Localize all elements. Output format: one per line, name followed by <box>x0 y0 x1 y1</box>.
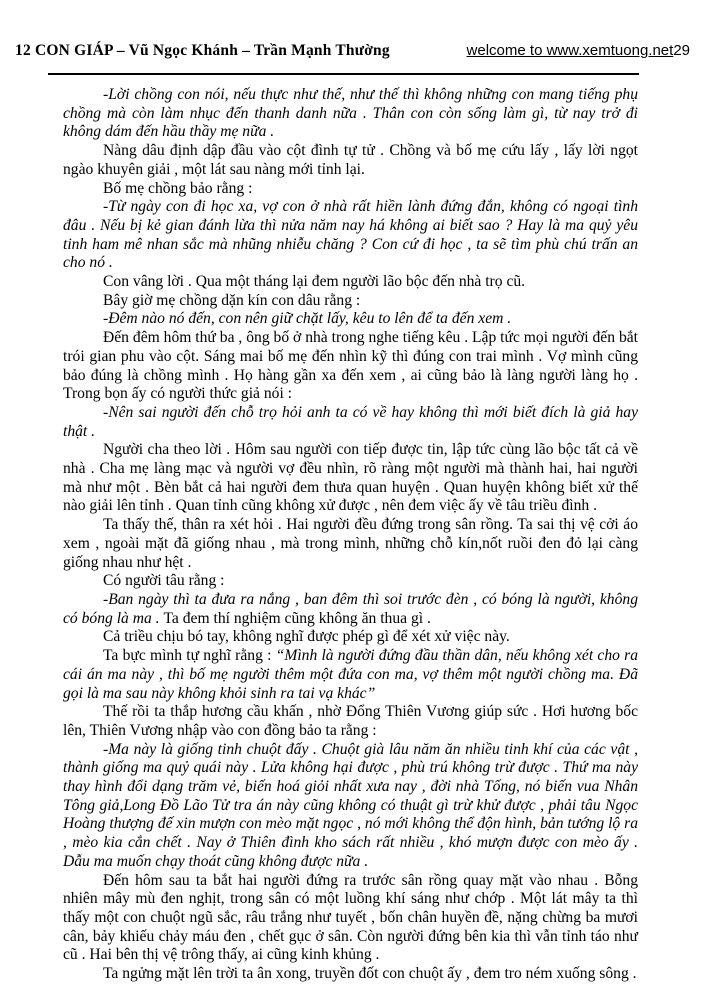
paragraph-text: Bố mẹ chồng bảo rằng : <box>103 179 253 197</box>
paragraph-text: Thế rồi ta thắp hương cầu khấn , nhờ Đổng Thiên Vương giúp sức . Hơi hương bốc lên, Thiên Vương nhập vào con đồng bảo ta rằng : <box>63 703 638 739</box>
paragraph <box>63 404 638 441</box>
paragraph <box>63 292 638 311</box>
paragraph <box>63 198 638 273</box>
header-right <box>467 42 690 59</box>
paragraph-text: Ta ngửng mặt lên trời ta ân xong, truyền đốt con chuột ấy , đem tro ném xuống sông . <box>103 965 637 983</box>
paragraph <box>63 741 638 872</box>
paragraph <box>63 441 638 516</box>
paragraph-text: Ta đem thí nghiệm cũng không ăn thua gì . <box>163 609 431 627</box>
paragraph <box>63 142 638 179</box>
paragraph <box>63 591 638 628</box>
paragraph-text: -Đêm nào nó đến, con nên giữ chặt lấy, kêu to lên để ta đến xem . <box>103 310 512 328</box>
paragraph <box>63 965 638 984</box>
paragraph <box>63 872 638 966</box>
paragraph-text: Ta thấy thế, thân ra xét hỏi . Hai người đều đứng trong sân rồng. Ta sai thị vệ cởi áo xem , ngoài mặt đã giống nhau , mà trong mình, những chỗ kín,nốt ruồi đen đỏ lại càng giống nhau như hệt . <box>63 516 638 571</box>
paragraph-text: Đến hôm sau ta bắt hai người đứng ra trước sân rồng quay mặt vào nhau . Bỗng nhiên mây mù đen nghịt, trong sân có một luồng khí sáng như chớp . Một lát mây ta thì thấy một con chuột ngũ sắc, râu trắng như tuyết , bốn chân huyền đề, nặng chừng ba mươi cân, bảy khiếu chảy máu đen , chết gục ở sân. Còn người đứng bên kia thì vẫn tỉnh táo như cũ . Hai bên thị vệ trông thấy, ai cũng kinh khủng . <box>63 871 638 964</box>
paragraph-text: -Nên sai người đến chỗ trọ hỏi anh ta có về hay không thì mới biết đích là giả hay thật . <box>63 403 638 440</box>
paragraph-text: Ta bực mình tự nghĩ rằng : <box>103 647 276 665</box>
paragraph <box>63 516 638 572</box>
paragraph <box>63 180 638 199</box>
paragraph-text: “Mình là người đứng đầu thần dân, nếu không xét cho ra cái án ma này , thì bố mẹ người thêm một đứa con ma, vợ thêm một người chồng ma. Đã gọi là ma sau này không khỏi sinh ra tai vạ khác” <box>63 647 638 702</box>
paragraph-text: Có người tâu rằng : <box>103 572 225 590</box>
paragraph-text: Đến đêm hôm thứ ba , ông bố ở nhà trong nghe tiếng kêu . Lập tức mọi người đến bắt trói gian phu vào cột. Sáng mai bố mẹ đến nhìn kỹ thì đúng con trai mình . Vợ mình cũng bảo đúng là chồng mình . Họ hàng gần xa đến xem , ai cũng bảo là làng người làng họ . Trong bọn ấy có người thức giả nói : <box>63 329 638 403</box>
paragraph <box>63 273 638 292</box>
paragraph-text: Con vâng lời . Qua một tháng lại đem người lão bộc đến nhà trọ cũ. <box>103 273 526 291</box>
paragraph <box>63 572 638 591</box>
paragraph-text: Nàng dâu định dập đầu vào cột đình tự tử . Chồng và bố mẹ cứu lấy , lấy lời ngọt ngào khuyên giải , một lát sau nàng mới tỉnh lại. <box>63 142 638 178</box>
website-link[interactable]: welcome to www.xemtuong.net <box>466 42 674 59</box>
paragraph <box>63 86 638 142</box>
paragraph <box>63 647 638 703</box>
paragraph-text: -Từ ngày con đi học xa, vợ con ở nhà rất hiền lành đứng đắn, không có ngoại tình đâu . Nếu bị kẻ gian đánh lừa thì nửa năm nay há không ai biết sao ? Hay là ma quỷ yêu tinh ham mê nhan sắc mà nhũng nhiễu chăng ? Con cứ đi học , ta sẽ tìm phù chú trấn an cho nó . <box>63 198 638 272</box>
paragraph-text: Người cha theo lời . Hôm sau người con tiếp được tin, lập tức cùng lão bộc tất cả về nhà . Cha mẹ làng mạc và người vợ đều nhìn, rõ ràng một người mà thành hai, hai người mà như một . Bèn bắt cả hai người đem thưa quan huyện . Quan huyện không biết xử thế nào giải lên tỉnh . Quan tỉnh cũng không xử được , nên đem việc ấy về tâu triều đình . <box>63 441 638 515</box>
document-body <box>63 86 638 984</box>
book-title: 12 CON GIÁP – Vũ Ngọc Khánh – Trần Mạnh Thường <box>15 42 390 59</box>
paragraph-text: Cả triều chịu bó tay, không nghĩ được phép gì để xét xử việc này. <box>103 628 510 646</box>
paragraph <box>63 703 638 740</box>
paragraph <box>63 310 638 329</box>
page-header <box>0 42 702 60</box>
header-divider <box>48 73 639 75</box>
paragraph-text: -Ban ngày thì ta đưa ra nắng , ban đêm thì soi trước đèn , có bóng là người, không có bóng là ma . <box>63 590 638 627</box>
paragraph-text: Bây giờ mẹ chồng dặn kín con dâu rằng : <box>103 291 361 309</box>
paragraph-text: -Ma này là giống tinh chuột đấy . Chuột già lâu năm ăn nhiều tinh khí của các vật , thành giống ma quỷ quái này . Lửa không hại được , phù trú không trừ được . Thứ ma này thay hình đổi dạng trăm vẻ, biến hoá giỏi nhất xưa nay , đời nhà Tống, nó biến vua Nhân Tông giả,Long Đồ Lão Tử tra án này cũng không có thuật gì trừ khử được , phải tâu Ngọc Hoàng thượng đế xin mượn con mèo mặt ngọc , nó mới không thể độn hình, bản tướng lộ ra , mèo kia cắn chết . Nay ở Thiên đình kho sách rất nhiều , khó mượn được con mèo ấy . Dẫu ma muốn chạy thoát cũng không được nữa . <box>63 740 638 870</box>
paragraph-text: -Lời chồng con nói, nếu thực như thế, như thế thì không những con mang tiếng phụ chồng mà còn làm nhục đến thanh danh nữa . Thân con còn sống làm gì, từ nay trở đi không dám đến hầu thầy mẹ nữa . <box>63 86 638 141</box>
paragraph <box>63 628 638 647</box>
page-number: 29 <box>673 42 690 59</box>
paragraph <box>63 329 638 404</box>
